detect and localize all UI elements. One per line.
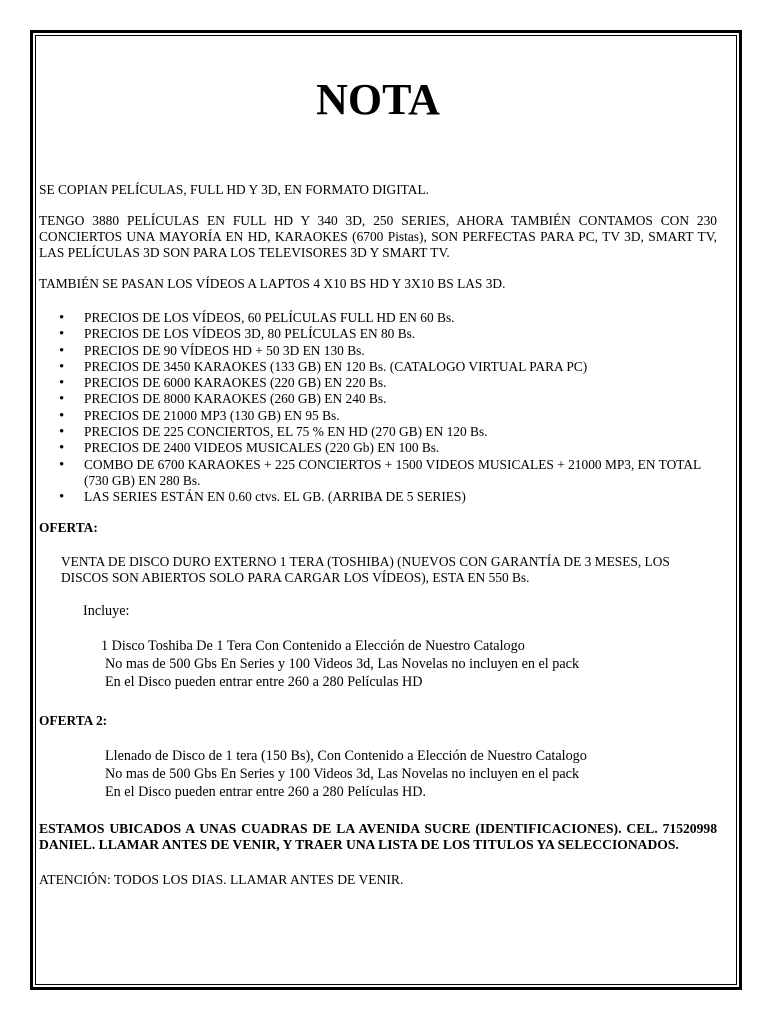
price-item: • PRECIOS DE 6000 KARAOKES (220 GB) EN 220 Bs.	[39, 375, 717, 391]
offer-item: 1 Disco Toshiba De 1 Tera Con Contenido a Elección de Nuestro Catalogo	[101, 637, 525, 654]
price-item: • PRECIOS DE 225 CONCIERTOS, EL 75 % EN HD (270 GB) EN 120 Bs.	[39, 424, 717, 440]
offer2-items	[105, 747, 717, 801]
price-item: • PRECIOS DE 90 VÍDEOS HD + 50 3D EN 130 Bs.	[39, 343, 717, 359]
price-item: • PRECIOS DE 8000 KARAOKES (260 GB) EN 240 Bs.	[39, 391, 717, 407]
location-info: ESTAMOS UBICADOS A UNAS CUADRAS DE LA AVENIDA SUCRE (IDENTIFICACIONES). CEL. 71520998 DANIEL. LLAMAR ANTES DE VENIR, Y TRAER UNA LISTA DE LOS TITULOS YA SELECCIONADOS.	[39, 820, 717, 853]
catalog-paragraph: TENGO 3880 PELÍCULAS EN FULL HD Y 340 3D, 250 SERIES, AHORA TAMBIÉN CONTAMOS CON 230 CONCIERTOS UNA MAYORÍA EN HD, KARAOKES (6700 Pistas), SON PERFECTAS PARA PC, TV 3D, SMART TV, LAS PELÍCULAS 3D SON PARA LOS TELEVISORES 3D Y SMART TV.	[39, 213, 717, 260]
intro-line: SE COPIAN PELÍCULAS, FULL HD Y 3D, EN FORMATO DIGITAL.	[39, 182, 429, 197]
price-item: • COMBO DE 6700 KARAOKES + 225 CONCIERTOS + 1500 VIDEOS MUSICALES + 21000 MP3, EN TOTAL (730 GB) EN 280 Bs.	[39, 457, 717, 490]
price-item: • PRECIOS DE LOS VÍDEOS 3D, 80 PELÍCULAS EN 80 Bs.	[39, 326, 717, 342]
offer-item: No mas de 500 Gbs En Series y 100 Videos 3d, Las Novelas no incluyen en el pack	[105, 655, 580, 672]
price-item: • PRECIOS DE 2400 VIDEOS MUSICALES (220 Gb) EN 100 Bs.	[39, 440, 717, 456]
price-item: • PRECIOS DE 21000 MP3 (130 GB) EN 95 Bs.	[39, 408, 717, 424]
offer2-item: Llenado de Disco de 1 tera (150 Bs), Con Contenido a Elección de Nuestro Catalogo	[105, 747, 587, 764]
offer-heading: OFERTA:	[39, 519, 98, 535]
offer2-item: No mas de 500 Gbs En Series y 100 Videos 3d, Las Novelas no incluyen en el pack	[105, 765, 580, 782]
price-list	[39, 310, 717, 506]
document-body	[39, 72, 717, 888]
offer2-heading: OFERTA 2:	[39, 712, 108, 728]
price-item: • PRECIOS DE 3450 KARAOKES (133 GB) EN 120 Bs. (CATALOGO VIRTUAL PARA PC)	[39, 359, 717, 375]
includes-label: Incluye:	[83, 602, 130, 619]
price-item: • LAS SERIES ESTÁN EN 0.60 ctvs. EL GB. (ARRIBA DE 5 SERIES)	[39, 489, 717, 505]
offer-description: VENTA DE DISCO DURO EXTERNO 1 TERA (TOSHIBA) (NUEVOS CON GARANTÍA DE 3 MESES, LOS DISCOS SON ABIERTOS SOLO PARA CARGAR LOS VÍDEOS), ESTA EN 550 Bs.	[61, 553, 670, 585]
offer-item: En el Disco pueden entrar entre 260 a 280 Películas HD	[105, 673, 423, 690]
offer-items	[101, 637, 717, 691]
attention-line: ATENCIÓN: TODOS LOS DIAS. LLAMAR ANTES DE VENIR.	[39, 871, 404, 887]
laptop-line: TAMBIÉN SE PASAN LOS VÍDEOS A LAPTOS 4 X10 BS HD Y 3X10 BS LAS 3D.	[39, 276, 506, 291]
document-title: NOTA	[316, 75, 440, 124]
offer2-item: En el Disco pueden entrar entre 260 a 280 Películas HD.	[105, 783, 427, 800]
price-item: • PRECIOS DE LOS VÍDEOS, 60 PELÍCULAS FULL HD EN 60 Bs.	[39, 310, 717, 326]
